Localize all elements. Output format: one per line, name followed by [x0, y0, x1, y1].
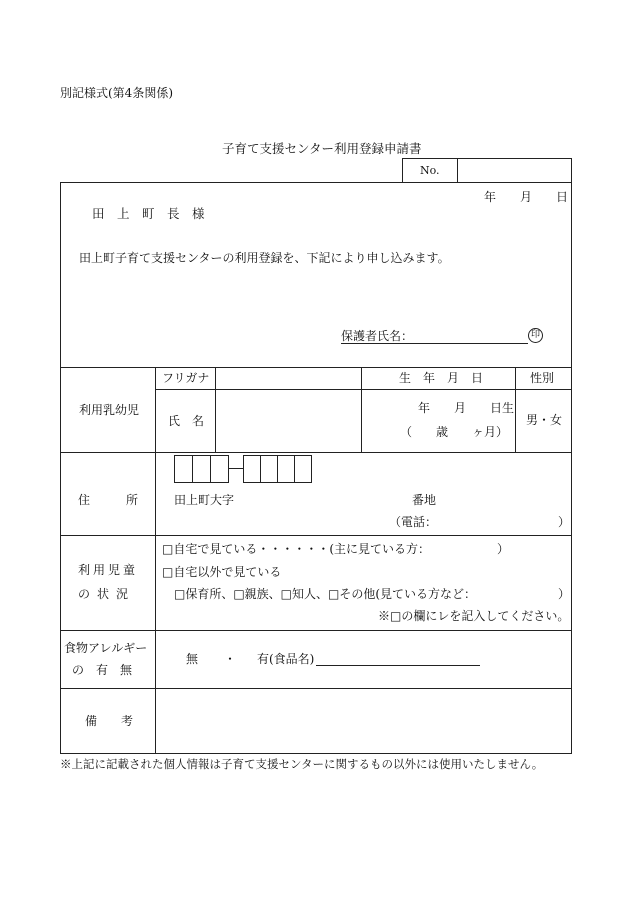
status-label-line1: 利用児童 — [78, 563, 139, 577]
address-label: 住 所 — [78, 493, 139, 507]
status-label-line2: の状況 — [78, 587, 136, 601]
postal-code-dash — [229, 468, 243, 469]
remarks-field[interactable] — [158, 691, 569, 751]
gender-label: 性別 — [530, 371, 555, 385]
allergy-label-line1: 食物アレルギー — [64, 641, 148, 655]
allergy-none[interactable]: 無 — [186, 652, 199, 666]
status-option-outside-detail[interactable]: □保育所、□親族、□知人、□その他(見ている方など： — [174, 587, 477, 601]
addressee: 田 上 町 長 様 — [92, 206, 205, 221]
guardian-name-label: 保護者氏名： — [341, 329, 414, 343]
phone-close: ） — [558, 515, 571, 529]
guardian-name-field[interactable] — [420, 326, 524, 342]
remarks-label: 備 考 — [85, 714, 134, 728]
number-label: No. — [420, 164, 440, 177]
child-section-label: 利用乳幼児 — [79, 403, 140, 417]
application-date: 年 月 日 — [484, 190, 569, 204]
child-name-field[interactable] — [218, 393, 358, 449]
birth-date-label: 生 年 月 日 — [399, 371, 484, 385]
application-form — [60, 182, 572, 754]
furigana-field[interactable] — [218, 370, 358, 387]
allergy-food-field[interactable] — [318, 648, 478, 664]
address-town: 田上町大字 — [174, 493, 235, 507]
child-age-value: （ 歳 ヶ月） — [400, 425, 509, 439]
address-banchi: 番地 — [412, 493, 437, 507]
status-option-home[interactable]: □自宅で見ている・・・・・・(主に見ている方： — [162, 542, 431, 556]
status-checkbox-note: ※□の欄にレを記入してください。 — [378, 609, 570, 623]
phone-field[interactable] — [430, 512, 556, 530]
address-field[interactable] — [236, 490, 406, 508]
allergy-label-line2: の 有 無 — [72, 663, 133, 677]
allergy-yes[interactable]: 有(食品名) — [257, 652, 315, 666]
seal-mark: 印 — [528, 328, 543, 343]
application-statement: 田上町子育て支援センターの利用登録を、下記により申し込みます。 — [79, 251, 450, 265]
furigana-label: フリガナ — [162, 371, 210, 385]
status-option-outside[interactable]: □自宅以外で見ている — [162, 565, 282, 579]
phone-label: （電話： — [389, 515, 438, 529]
child-name-label: 氏 名 — [168, 414, 205, 428]
postal-code-first[interactable] — [174, 455, 229, 483]
form-label: 別記様式(第4条関係) — [60, 86, 173, 100]
privacy-note: ※上記に記載された個人情報は子育て支援センターに関するもの以外には使用いたしません。 — [60, 757, 544, 771]
page-title: 子育て支援センター利用登録申請書 — [222, 141, 422, 156]
gender-value[interactable]: 男・女 — [526, 413, 563, 427]
status-option-outside-close: ） — [558, 587, 571, 601]
birth-date-value: 年 月 日生 — [418, 401, 515, 415]
number-field[interactable] — [460, 161, 568, 180]
status-option-home-close: ） — [497, 542, 510, 556]
allergy-separator: ・ — [224, 652, 237, 666]
